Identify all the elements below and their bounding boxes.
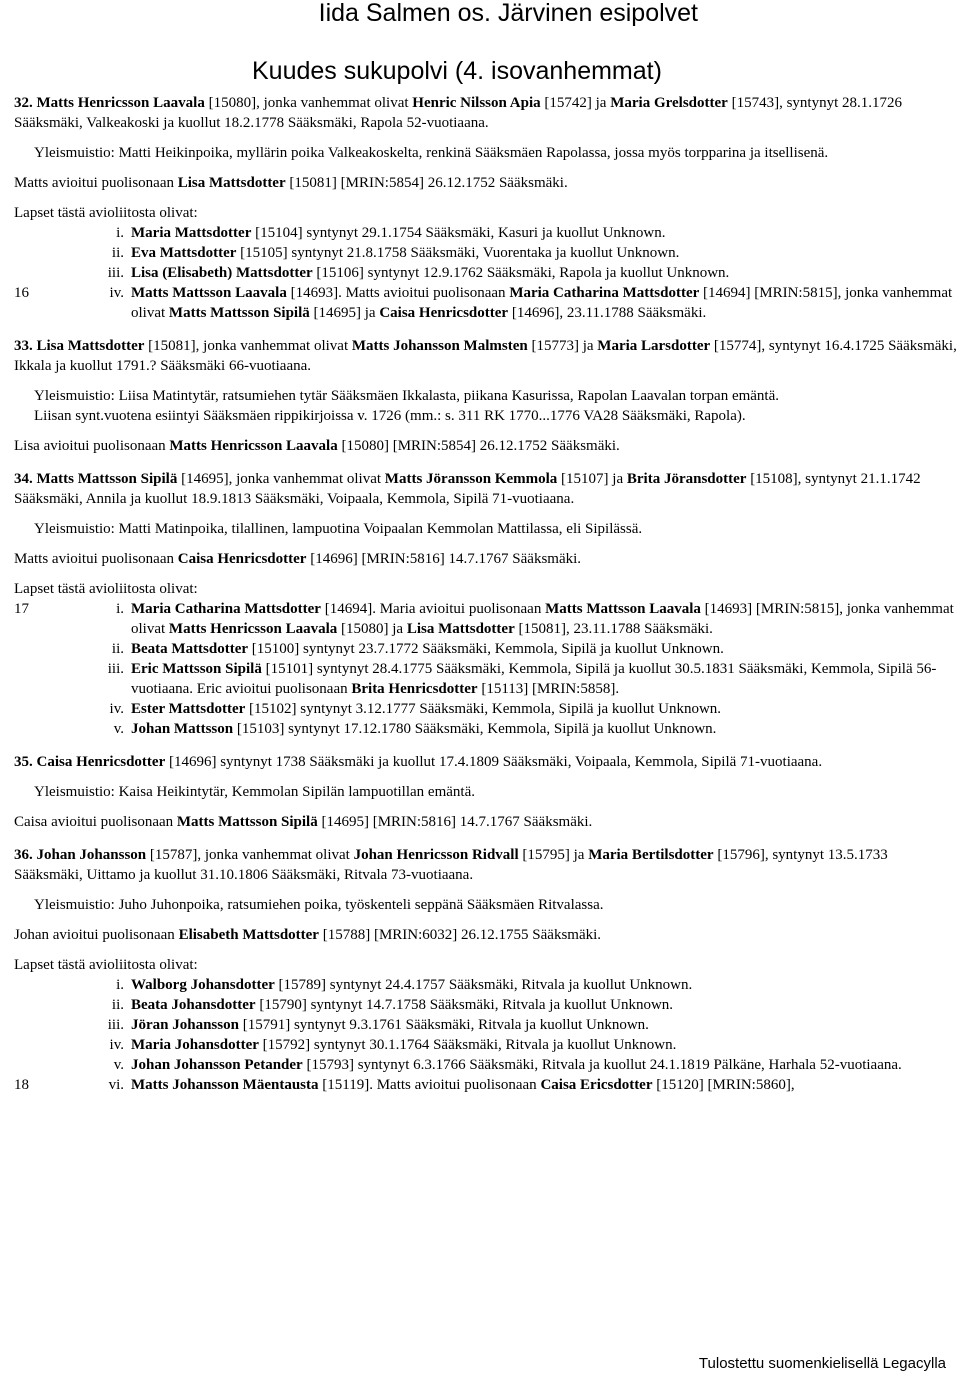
- generation-heading: Kuudes sukupolvi (4. isovanhemmat): [252, 57, 662, 85]
- person-name: Caisa Henricsdotter: [36, 754, 166, 770]
- child-ordinal: v.: [113, 1057, 124, 1073]
- person-name: Matts Mattsson Sipilä: [168, 305, 310, 321]
- general-note: Yleismuistio: Liisa Matintytär, ratsumiehen tytär Sääksmäen Ikkalasta, piikana Kasurissa, Rapolan Laavalan torpan emäntä.: [34, 388, 780, 404]
- child-item: [14, 659, 959, 699]
- text-segment: [15788] [MRIN:6032] 26.12.1755 Sääksmäki.: [318, 927, 602, 943]
- genealogy-content: [14, 93, 959, 1108]
- child-item: [14, 1075, 959, 1095]
- child-ordinal: ii.: [111, 641, 124, 657]
- child-item: [14, 1055, 959, 1075]
- person-entry: [14, 336, 959, 456]
- entry-number: 35.: [14, 754, 33, 770]
- child-ordinal: iii.: [107, 1017, 124, 1033]
- text-segment: Matts avioitui puolisonaan: [14, 175, 178, 191]
- text-segment: [15080] [MRIN:5854] 26.12.1752 Sääksmäki.: [337, 438, 620, 454]
- child-ordinal: vi.: [108, 1077, 124, 1093]
- child-item: [14, 975, 959, 995]
- text-segment: [15742] ja: [540, 95, 611, 111]
- text-segment: [15100] syntynyt 23.7.1772 Sääksmäki, Kemmola, Sipilä ja kuollut Unknown.: [248, 641, 724, 657]
- person-name: Beata Mattsdotter: [131, 641, 249, 657]
- person-entry: [14, 469, 959, 739]
- child-ordinal: iii.: [107, 265, 124, 281]
- text-segment: [15105] syntynyt 21.8.1758 Sääksmäki, Vuorentaka ja kuollut Unknown.: [236, 245, 680, 261]
- child-ordinal: iii.: [107, 661, 124, 677]
- text-segment: [14695] [MRIN:5816] 14.7.1767 Sääksmäki.: [317, 814, 593, 830]
- child-ordinal: iv.: [109, 1037, 124, 1053]
- person-name: Beata Johansdotter: [131, 997, 256, 1013]
- person-name: Brita Jöransdotter: [626, 471, 747, 487]
- entry-heading: [14, 845, 959, 885]
- person-name: Eric Mattsson Sipilä: [131, 661, 262, 677]
- person-name: Maria Grelsdotter: [610, 95, 728, 111]
- person-name: Caisa Henricsdotter: [177, 551, 307, 567]
- person-name: Johan Johansson: [36, 847, 147, 863]
- child-ordinal: ii.: [111, 997, 124, 1013]
- person-name: Lisa Mattsdotter: [406, 621, 515, 637]
- person-name: Lisa Mattsdotter: [36, 338, 145, 354]
- child-item: [14, 283, 959, 323]
- text-segment: [15790] syntynyt 14.7.1758 Sääksmäki, Ritvala ja kuollut Unknown.: [255, 997, 674, 1013]
- person-name: Caisa Ericsdotter: [540, 1077, 653, 1093]
- person-entry: [14, 752, 959, 832]
- child-ordinal: iv.: [109, 285, 124, 301]
- entry-number: 33.: [14, 338, 33, 354]
- child-ordinal: iv.: [109, 701, 124, 717]
- entry-heading: [14, 469, 959, 509]
- child-item: [14, 243, 959, 263]
- text-segment: [15789] syntynyt 24.4.1757 Sääksmäki, Ritvala ja kuollut Unknown.: [274, 977, 693, 993]
- general-note: Yleismuistio: Matti Matinpoika, tilallinen, lampuotina Voipaalan Kemmolan Mattilassa, eli Sipilässä.: [34, 521, 643, 537]
- text-segment: Matts avioitui puolisonaan: [14, 551, 178, 567]
- entry-number: 34.: [14, 471, 33, 487]
- person-name: Johan Henricsson Ridvall: [353, 847, 519, 863]
- general-note: Yleismuistio: Matti Heikinpoika, myllärin poika Valkeakoskelta, renkinä Sääksmäen Rapolassa, jossa myös torpparina ja itsellisenä.: [34, 145, 829, 161]
- text-segment: [15787], jonka vanhemmat olivat: [146, 847, 354, 863]
- text-segment: [15108], syntynyt 21.1.1742 Sääksmäki, Annila ja kuollut 18.9.1813 Sääksmäki, Voipaala, Kemmola, Sipilä 71-vuotiaana.: [14, 471, 921, 507]
- child-item: [14, 1035, 959, 1055]
- child-item: [14, 263, 959, 283]
- text-segment: [15113] [MRIN:5858].: [477, 681, 620, 697]
- person-name: Henric Nilsson Apia: [412, 95, 541, 111]
- person-name: Johan Johansson Petander: [131, 1057, 303, 1073]
- child-ordinal: v.: [113, 721, 124, 737]
- marriage-line: [14, 173, 959, 193]
- person-name: Lisa Mattsdotter: [177, 175, 286, 191]
- person-name: Brita Henricsdotter: [351, 681, 478, 697]
- print-footer: Tulostettu suomenkielisellä Legacylla: [698, 1355, 946, 1372]
- text-segment: [15792] syntynyt 30.1.1764 Sääksmäki, Ritvala ja kuollut Unknown.: [258, 1037, 677, 1053]
- person-name: Eva Mattsdotter: [131, 245, 237, 261]
- text-segment: [15081], 23.11.1788 Sääksmäki.: [514, 621, 713, 637]
- person-name: Matts Henricsson Laavala: [36, 95, 205, 111]
- text-segment: [15795] ja: [518, 847, 589, 863]
- text-segment: [15119]. Matts avioitui puolisonaan: [318, 1077, 541, 1093]
- text-segment: [14696] syntynyt 1738 Sääksmäki ja kuollut 17.4.1809 Sääksmäki, Voipaala, Kemmola, Sipilä 71-vuotiaana.: [165, 754, 823, 770]
- person-name: Walborg Johansdotter: [131, 977, 275, 993]
- text-segment: [15081] [MRIN:5854] 26.12.1752 Sääksmäki.: [285, 175, 568, 191]
- general-note: Yleismuistio: Juho Juhonpoika, ratsumiehen poika, työskenteli seppänä Sääksmäen Ritvalassa.: [34, 897, 604, 913]
- text-segment: [15081], jonka vanhemmat olivat: [144, 338, 352, 354]
- generation-number: 16: [14, 285, 29, 301]
- text-segment: [14695] ja: [309, 305, 380, 321]
- person-name: Matts Johansson Mäentausta: [131, 1077, 319, 1093]
- child-ordinal: ii.: [111, 245, 124, 261]
- text-segment: [14696] [MRIN:5816] 14.7.1767 Sääksmäki.: [306, 551, 582, 567]
- person-name: Maria Larsdotter: [597, 338, 711, 354]
- person-name: Matts Johansson Malmsten: [351, 338, 528, 354]
- person-name: Matts Jöransson Kemmola: [384, 471, 558, 487]
- text-segment: [15106] syntynyt 12.9.1762 Sääksmäki, Rapola ja kuollut Unknown.: [312, 265, 730, 281]
- text-segment: [15101] syntynyt 28.4.1775 Sääksmäki, Kemmola, Sipilä ja kuollut 30.5.1831 Sääksmäki, Kemmola, Sipilä 56-vuotiaana. Eric avioitui puolisonaan: [131, 661, 937, 697]
- generation-number: 17: [14, 601, 29, 617]
- person-name: Matts Mattsson Sipilä: [176, 814, 318, 830]
- marriage-line: [14, 925, 959, 945]
- children-label: Lapset tästä avioliitosta olivat:: [14, 957, 198, 973]
- person-name: Caisa Henricsdotter: [379, 305, 509, 321]
- person-name: Johan Mattsson: [131, 721, 234, 737]
- text-segment: [15773] ja: [527, 338, 598, 354]
- entry-heading: [14, 336, 959, 376]
- text-segment: [15080], jonka vanhemmat olivat: [204, 95, 413, 111]
- text-segment: Johan avioitui puolisonaan: [14, 927, 179, 943]
- text-segment: [15774], syntynyt 16.4.1725 Sääksmäki, Ikkala ja kuollut 1791.? Sääksmäki 66-vuotiaana.: [14, 338, 957, 374]
- person-name: Ester Mattsdotter: [131, 701, 246, 717]
- text-segment: [15796], syntynyt 13.5.1733 Sääksmäki, Uittamo ja kuollut 31.10.1806 Sääksmäki, Ritvala 73-vuotiaana.: [14, 847, 888, 883]
- child-item: [14, 599, 959, 639]
- person-name: Matts Henricsson Laavala: [169, 438, 338, 454]
- text-segment: Lisa avioitui puolisonaan: [14, 438, 170, 454]
- child-item: [14, 719, 959, 739]
- person-name: Maria Catharina Mattsdotter: [131, 601, 321, 617]
- generation-number: 18: [14, 1077, 29, 1093]
- child-ordinal: i.: [116, 225, 124, 241]
- child-item: [14, 639, 959, 659]
- text-segment: [14695], jonka vanhemmat olivat: [177, 471, 385, 487]
- entry-number: 32.: [14, 95, 33, 111]
- text-segment: [15080] ja: [337, 621, 407, 637]
- text-segment: [15103] syntynyt 17.12.1780 Sääksmäki, Kemmola, Sipilä ja kuollut Unknown.: [233, 721, 717, 737]
- child-ordinal: i.: [116, 601, 124, 617]
- text-segment: [15743], syntynyt 28.1.1726 Sääksmäki, Valkeakoski ja kuollut 18.2.1778 Sääksmäki, Rapola 52-vuotiaana.: [14, 95, 902, 131]
- child-item: [14, 995, 959, 1015]
- person-name: Jöran Johansson: [131, 1017, 239, 1033]
- marriage-line: [14, 549, 959, 569]
- text-segment: [15102] syntynyt 3.12.1777 Sääksmäki, Kemmola, Sipilä ja kuollut Unknown.: [245, 701, 722, 717]
- marriage-line: [14, 436, 959, 456]
- person-name: Matts Mattsson Laavala: [545, 601, 701, 617]
- text-segment: [15793] syntynyt 6.3.1766 Sääksmäki, Ritvala ja kuollut 24.1.1819 Pälkäne, Harhala 52-vuotiaana.: [302, 1057, 902, 1073]
- general-note: Liisan synt.vuotena esiintyi Sääksmäen rippikirjoissa v. 1726 (mm.: s. 311 RK 1770...1776 VA28 Sääksmäki, Rapola).: [34, 408, 746, 424]
- text-segment: [15107] ja: [557, 471, 627, 487]
- children-label: Lapset tästä avioliitosta olivat:: [14, 205, 198, 221]
- child-item: [14, 223, 959, 243]
- text-segment: [14696], 23.11.1788 Sääksmäki.: [508, 305, 707, 321]
- child-item: [14, 1015, 959, 1035]
- person-name: Matts Mattsson Laavala: [131, 285, 287, 301]
- child-ordinal: i.: [116, 977, 124, 993]
- marriage-line: [14, 812, 959, 832]
- child-item: [14, 699, 959, 719]
- text-segment: [14694] [MRIN:5815], jonka vanhemmat olivat: [131, 285, 953, 321]
- page-title: Iida Salmen os. Järvinen esipolvet: [318, 0, 698, 27]
- person-name: Matts Henricsson Laavala: [168, 621, 338, 637]
- text-segment: [14694]. Maria avioitui puolisonaan: [320, 601, 546, 617]
- person-name: Maria Mattsdotter: [131, 225, 252, 241]
- entry-heading: [14, 752, 959, 772]
- person-entry: [14, 845, 959, 1095]
- person-name: Maria Catharina Mattsdotter: [509, 285, 700, 301]
- text-segment: Caisa avioitui puolisonaan: [14, 814, 177, 830]
- person-entry: [14, 93, 959, 323]
- general-note: Yleismuistio: Kaisa Heikintytär, Kemmolan Sipilän lampuotillan emäntä.: [34, 784, 475, 800]
- text-segment: [15120] [MRIN:5860],: [652, 1077, 795, 1093]
- person-name: Matts Mattsson Sipilä: [36, 471, 178, 487]
- person-name: Lisa (Elisabeth) Mattsdotter: [131, 265, 313, 281]
- entry-heading: [14, 93, 959, 133]
- entry-number: 36.: [14, 847, 33, 863]
- text-segment: [14693]. Matts avioitui puolisonaan: [286, 285, 510, 301]
- children-label: Lapset tästä avioliitosta olivat:: [14, 581, 198, 597]
- text-segment: [14693] [MRIN:5815], jonka vanhemmat olivat: [131, 601, 954, 637]
- person-name: Maria Bertilsdotter: [588, 847, 714, 863]
- text-segment: [15791] syntynyt 9.3.1761 Sääksmäki, Ritvala ja kuollut Unknown.: [238, 1017, 649, 1033]
- person-name: Maria Johansdotter: [131, 1037, 259, 1053]
- person-name: Elisabeth Mattsdotter: [178, 927, 319, 943]
- text-segment: [15104] syntynyt 29.1.1754 Sääksmäki, Kasuri ja kuollut Unknown.: [251, 225, 666, 241]
